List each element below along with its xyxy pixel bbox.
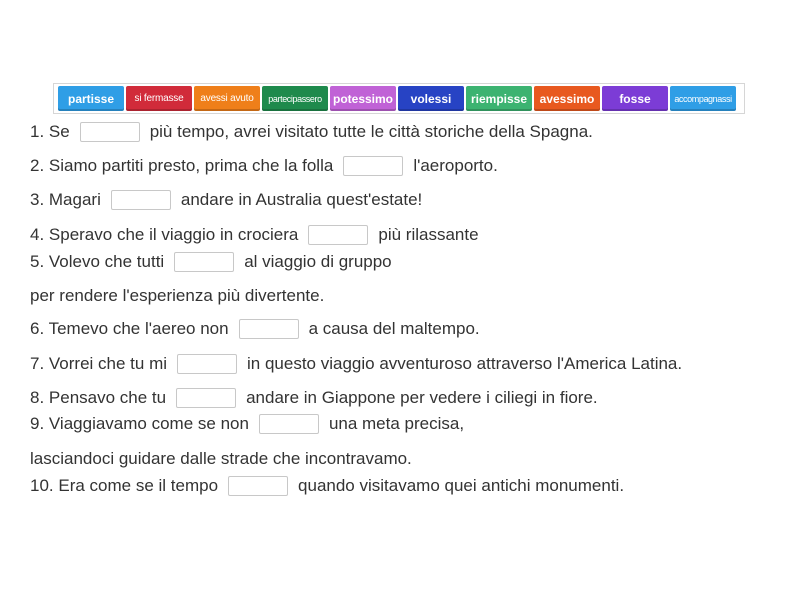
sentence-9 xyxy=(30,413,464,435)
sentence-4-before: 4. Speravo che il viaggio in crociera xyxy=(30,225,299,244)
sentence-8-after: andare in Giappone per vedere i ciliegi in fiore. xyxy=(246,388,598,407)
sentence-5 xyxy=(30,251,392,273)
sentence-4-after: più rilassante xyxy=(378,225,479,244)
sentence-7 xyxy=(30,353,682,375)
blank-1[interactable] xyxy=(80,122,140,142)
sentence-3-before: 3. Magari xyxy=(30,190,101,209)
tile-partecipassero[interactable]: partecipassero xyxy=(262,86,328,111)
sentence-5-continuation-text: per rendere l'esperienza più divertente. xyxy=(30,286,325,305)
sentence-2-after: l'aeroporto. xyxy=(413,156,498,175)
sentence-9-continuation xyxy=(30,448,412,470)
sentence-6-after: a causa del maltempo. xyxy=(308,319,480,338)
sentence-1-after: più tempo, avrei visitato tutte le città storiche della Spagna. xyxy=(149,122,593,141)
tile-si-fermasse[interactable]: si fermasse xyxy=(126,86,192,111)
blank-10[interactable] xyxy=(228,476,288,496)
word-bank xyxy=(53,83,745,114)
sentence-2 xyxy=(30,155,498,177)
tile-fosse[interactable]: fosse xyxy=(602,86,668,111)
sentence-9-before: 9. Viaggiavamo come se non xyxy=(30,414,249,433)
sentence-5-before: 5. Volevo che tutti xyxy=(30,252,165,271)
sentence-1-before: 1. Se xyxy=(30,122,70,141)
sentence-10 xyxy=(30,475,624,497)
tile-partisse[interactable]: partisse xyxy=(58,86,124,111)
blank-5[interactable] xyxy=(174,252,234,272)
sentence-7-before: 7. Vorrei che tu mi xyxy=(30,354,168,373)
tile-avessi-avuto[interactable]: avessi avuto xyxy=(194,86,260,111)
sentence-3 xyxy=(30,189,422,211)
blank-2[interactable] xyxy=(343,156,403,176)
sentence-10-after: quando visitavamo quei antichi monumenti. xyxy=(298,476,625,495)
sentence-9-continuation-text: lasciandoci guidare dalle strade che incontravamo. xyxy=(30,449,412,468)
blank-9[interactable] xyxy=(259,414,319,434)
sentence-4 xyxy=(30,224,479,246)
sentence-5-continuation xyxy=(30,285,324,307)
blank-7[interactable] xyxy=(177,354,237,374)
sentence-6 xyxy=(30,318,480,340)
sentence-8 xyxy=(30,387,598,409)
sentence-10-before: 10. Era come se il tempo xyxy=(30,476,219,495)
blank-4[interactable] xyxy=(308,225,368,245)
sentence-8-before: 8. Pensavo che tu xyxy=(30,388,167,407)
sentence-5-after: al viaggio di gruppo xyxy=(244,252,392,271)
tile-accompagnassi[interactable]: accompagnassi xyxy=(670,86,736,111)
sentence-1 xyxy=(30,121,593,143)
tile-potessimo[interactable]: potessimo xyxy=(330,86,396,111)
blank-8[interactable] xyxy=(176,388,236,408)
sentence-3-after: andare in Australia quest'estate! xyxy=(180,190,423,209)
sentence-9-after: una meta precisa, xyxy=(328,414,465,433)
tile-avessimo[interactable]: avessimo xyxy=(534,86,600,111)
blank-3[interactable] xyxy=(111,190,171,210)
sentence-2-before: 2. Siamo partiti presto, prima che la folla xyxy=(30,156,334,175)
blank-6[interactable] xyxy=(239,319,299,339)
sentence-7-after: in questo viaggio avventuroso attraverso l'America Latina. xyxy=(247,354,683,373)
tile-volessi[interactable]: volessi xyxy=(398,86,464,111)
tile-riempisse[interactable]: riempisse xyxy=(466,86,532,111)
sentence-6-before: 6. Temevo che l'aereo non xyxy=(30,319,229,338)
